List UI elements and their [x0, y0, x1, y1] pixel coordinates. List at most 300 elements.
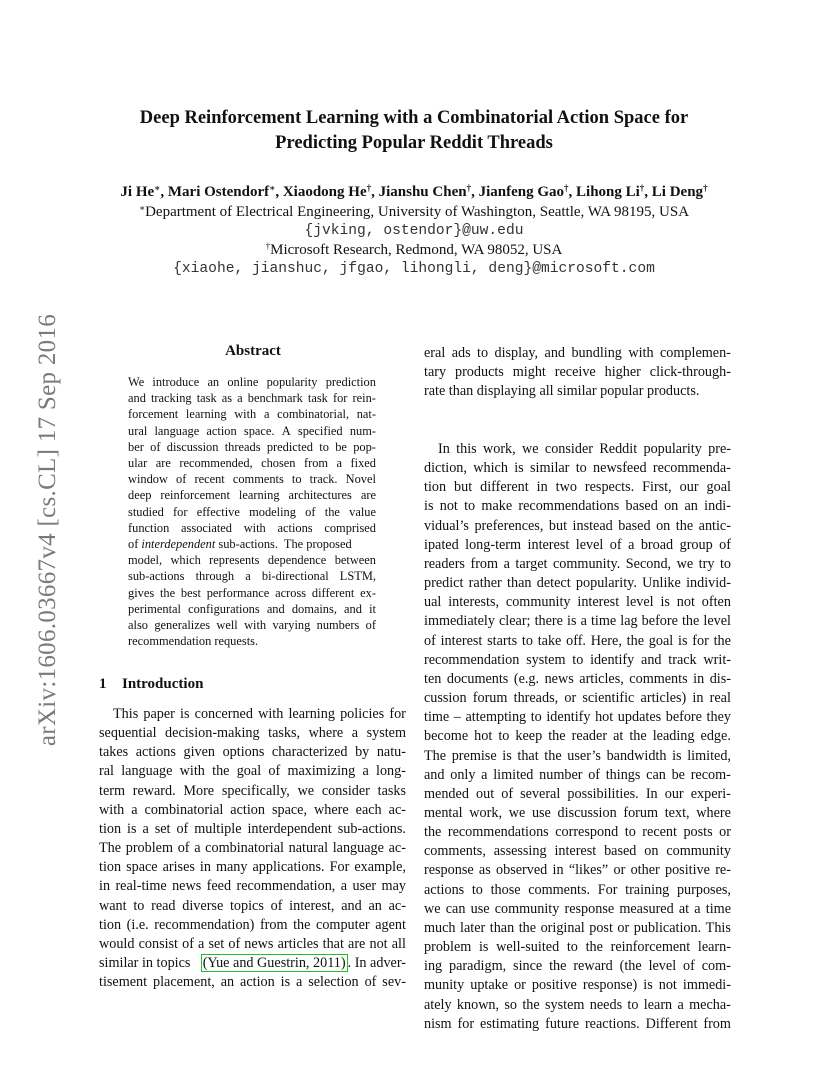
word: a	[263, 407, 270, 422]
word: later	[460, 919, 486, 936]
affiliation-2-mark: †	[265, 241, 271, 251]
author-name: Lihong Li	[576, 184, 640, 200]
word: time	[424, 709, 450, 726]
word: several	[520, 785, 561, 802]
word: or	[564, 690, 577, 707]
word: discussion	[557, 804, 617, 821]
word: that	[517, 747, 539, 764]
text-line	[99, 705, 406, 724]
word: can	[445, 900, 466, 917]
word: updates	[617, 709, 662, 726]
word: time	[705, 900, 731, 917]
word: out	[476, 785, 495, 802]
word: to	[477, 345, 489, 361]
word: group	[679, 536, 713, 553]
word: from	[470, 555, 499, 572]
word: bandwidth	[606, 747, 667, 764]
word: sequential	[99, 725, 157, 742]
word: function	[128, 520, 170, 535]
word: real	[709, 690, 731, 707]
word: are	[360, 488, 376, 503]
word: edge.	[700, 728, 731, 745]
word: interest,	[289, 897, 335, 914]
word: posts	[683, 824, 713, 841]
word: want	[99, 897, 127, 914]
word: with	[99, 801, 125, 818]
word: a	[142, 820, 149, 837]
word: is	[502, 747, 512, 764]
text-line	[128, 520, 376, 536]
author-mark: ∗	[154, 183, 161, 193]
author-name: Ji He	[120, 184, 155, 200]
word: may	[381, 878, 406, 895]
word: (the	[619, 958, 642, 975]
word: This	[705, 919, 731, 936]
word: an	[368, 897, 382, 914]
word: bi-directional	[261, 569, 329, 584]
word: long-term	[465, 536, 522, 553]
word: in	[693, 670, 705, 687]
word: text,	[664, 804, 690, 821]
word: placement,	[152, 974, 215, 991]
affiliation-1	[60, 203, 768, 222]
word: higher	[604, 364, 641, 381]
word: read	[151, 897, 176, 914]
word: often	[701, 594, 731, 611]
word: rather	[468, 575, 502, 592]
word: correspond	[555, 824, 619, 841]
word: attempting	[465, 709, 527, 726]
word: ten	[424, 670, 442, 687]
word: to	[133, 897, 145, 914]
word: or	[514, 977, 526, 994]
word: for	[173, 504, 188, 519]
text-line	[424, 478, 731, 497]
word: training	[625, 881, 670, 898]
word: LSTM,	[339, 569, 376, 584]
word: the	[585, 939, 603, 956]
word: of	[501, 785, 514, 802]
author-mark: ∗	[269, 183, 276, 193]
text-line	[128, 633, 376, 649]
text-line	[424, 536, 731, 555]
word: keep	[515, 728, 543, 745]
word: assessing	[493, 843, 547, 860]
word: indi-	[704, 498, 731, 515]
word: known,	[456, 996, 500, 1013]
word: the	[548, 728, 566, 745]
text-line	[424, 555, 731, 574]
word: observed	[496, 862, 548, 879]
word: estimating	[480, 1015, 540, 1032]
text-line	[128, 374, 376, 390]
word: multiple	[194, 820, 242, 837]
word: articles)	[640, 690, 687, 707]
text-line	[128, 568, 376, 584]
text-line	[424, 517, 731, 536]
word: there	[534, 613, 563, 630]
word: to	[471, 881, 483, 898]
word: rein-	[352, 391, 376, 406]
word: news	[172, 878, 202, 895]
word: recent	[642, 824, 677, 841]
word: that	[322, 935, 344, 952]
word: where	[696, 804, 731, 821]
word: or	[719, 824, 731, 841]
word: different	[480, 479, 529, 496]
word: since	[513, 958, 543, 975]
word: is	[424, 498, 434, 515]
word: comments.	[528, 881, 591, 898]
word: paper	[143, 706, 175, 722]
section-number: 1	[99, 676, 107, 692]
word: or	[613, 862, 626, 879]
word: by	[355, 744, 370, 761]
word: perimental	[128, 601, 181, 616]
word: from	[259, 916, 288, 933]
right-column-paragraph-1	[424, 344, 731, 401]
word: which	[473, 460, 508, 477]
word: of	[364, 974, 377, 991]
word: First,	[642, 479, 672, 496]
author-mark: †	[564, 183, 569, 193]
word: scientific	[582, 690, 635, 707]
word: readers	[424, 555, 465, 572]
word: of	[365, 618, 376, 633]
word: value	[349, 504, 376, 519]
text-line	[424, 459, 731, 478]
text-line	[99, 839, 406, 858]
word: selection	[308, 974, 359, 991]
word: The	[424, 747, 447, 764]
word: real-time	[115, 878, 167, 895]
word: Different	[645, 1015, 698, 1032]
word: track	[668, 651, 697, 668]
word: interest	[527, 536, 570, 553]
word: the	[713, 632, 731, 649]
section-1-heading	[99, 676, 203, 693]
word: a	[628, 536, 635, 553]
text-line	[424, 785, 731, 804]
word: ately	[424, 996, 452, 1013]
text-line	[128, 585, 376, 601]
word: based	[625, 498, 658, 515]
text-segment: similar in topics	[99, 955, 194, 972]
word: ural	[128, 423, 148, 438]
word: effective	[196, 504, 240, 519]
citation-link[interactable]: (Yue and Guestrin, 2011)	[202, 955, 346, 972]
author-mark: †	[703, 183, 708, 193]
word: as	[478, 862, 491, 879]
word: learning	[288, 706, 335, 722]
word: Unlike	[642, 575, 681, 592]
word: learn	[643, 996, 673, 1013]
word: sub-actions	[128, 569, 185, 584]
word: predict	[424, 575, 464, 592]
word: is	[660, 594, 670, 611]
word: ular	[128, 456, 148, 471]
word: to	[464, 498, 476, 515]
word: action	[240, 974, 275, 991]
word: goal	[648, 632, 674, 649]
word: things	[605, 766, 641, 783]
word: learn-	[697, 939, 731, 956]
word: dependence	[267, 553, 327, 568]
text-line	[99, 858, 406, 877]
word: recom-	[690, 766, 731, 783]
word: reward.	[132, 782, 176, 799]
word: mended	[424, 785, 469, 802]
word: tion	[99, 820, 122, 837]
word: gives	[128, 585, 155, 600]
word: is	[672, 747, 682, 764]
word: become	[424, 728, 469, 745]
word: recommenda-	[652, 460, 731, 477]
word: and	[341, 897, 362, 914]
word: is	[180, 706, 190, 722]
word: detect	[536, 575, 571, 592]
word: pre-	[708, 441, 731, 457]
word: term	[99, 782, 125, 799]
word: try	[698, 555, 715, 572]
word: Reddit	[599, 441, 638, 457]
word: popularity	[643, 441, 702, 457]
word: language	[154, 423, 200, 438]
word: we	[522, 441, 539, 457]
abstract-heading: Abstract	[225, 343, 281, 359]
word: hot	[474, 728, 493, 745]
word: represents	[209, 553, 260, 568]
word: chosen	[261, 456, 296, 471]
word: and	[544, 345, 566, 361]
word: munity	[424, 977, 465, 994]
word: articles,	[579, 670, 624, 687]
word: for	[457, 1015, 475, 1032]
word: language	[121, 763, 173, 780]
word: based	[618, 517, 651, 534]
word: for	[389, 706, 406, 722]
word: a	[580, 613, 587, 630]
word: feed	[206, 878, 232, 895]
word: before	[641, 613, 678, 630]
text-line	[424, 1015, 731, 1034]
word: news	[244, 935, 274, 952]
word: not	[676, 594, 695, 611]
word: tion	[99, 916, 122, 933]
author-name: Xiaodong He	[282, 184, 367, 200]
word: concerned	[194, 706, 253, 722]
word: is	[514, 460, 524, 477]
word: needs	[589, 996, 623, 1013]
word: online	[227, 375, 259, 389]
word: specifically,	[221, 782, 290, 799]
word: consist	[138, 935, 178, 952]
word: in	[99, 878, 111, 895]
word: to	[566, 939, 578, 956]
word: reward	[573, 958, 613, 975]
word: In	[645, 785, 658, 802]
word: paradigm,	[449, 958, 507, 975]
word: cussion	[424, 690, 467, 707]
word: bundling	[571, 345, 622, 361]
word: consider	[321, 782, 370, 799]
word: topics	[229, 897, 264, 914]
word: response)	[582, 977, 638, 994]
word: takes	[99, 744, 129, 761]
word: a	[194, 840, 201, 857]
word: recommendations	[447, 824, 549, 841]
word: number	[539, 766, 583, 783]
word: modeling	[249, 504, 296, 519]
word: take	[537, 632, 562, 649]
author-mark: †	[366, 183, 372, 193]
word: work,	[482, 441, 516, 457]
word: problem	[424, 939, 472, 956]
word: to	[624, 824, 636, 841]
word: Second,	[625, 555, 672, 572]
word: of	[176, 820, 189, 837]
text-segment: rate than displaying all similar popular products.	[424, 383, 700, 400]
word: A	[281, 423, 291, 438]
word: original	[540, 919, 585, 936]
text-line	[99, 724, 406, 743]
word: future	[545, 1015, 579, 1032]
word: we	[297, 782, 315, 799]
word: recommendation)	[154, 916, 255, 933]
word: to	[572, 651, 584, 668]
text-line	[128, 536, 376, 552]
word: post	[589, 919, 613, 936]
word: possibilities.	[567, 785, 639, 802]
word: products	[454, 364, 504, 381]
text-line	[424, 708, 731, 727]
word: the	[212, 763, 230, 780]
word: nat-	[356, 407, 376, 422]
arxiv-id-text: arXiv:1606.03667v4 [cs.CL] 17 Sep 2016	[34, 313, 61, 747]
word: a	[336, 456, 343, 471]
word: work,	[469, 804, 503, 821]
word: we	[508, 804, 526, 821]
word: but	[454, 479, 473, 496]
word: positive	[531, 977, 577, 994]
author-name: Mari Ostendorf	[167, 184, 270, 200]
word: of	[424, 632, 436, 649]
word: mental	[424, 804, 463, 821]
word: where	[308, 725, 344, 742]
word: a	[131, 801, 138, 818]
word: and	[266, 601, 285, 616]
word: forum	[623, 804, 659, 821]
word: a	[503, 555, 510, 572]
word: than	[507, 575, 532, 592]
word: of	[270, 897, 283, 914]
word: mecha-	[689, 996, 731, 1013]
word: in	[552, 862, 564, 879]
word: and	[641, 651, 662, 668]
word: set	[208, 935, 225, 952]
text-line	[99, 973, 406, 992]
word: interest	[440, 632, 483, 649]
word: of	[176, 472, 187, 487]
text-line	[424, 670, 731, 689]
author-name: Jianfeng Gao	[478, 184, 565, 200]
text-line	[128, 423, 376, 439]
author-name: Li Deng	[651, 184, 704, 200]
word: track.	[309, 472, 338, 487]
word: deep	[128, 488, 152, 503]
word: configurations	[188, 601, 260, 616]
word: with	[179, 763, 205, 780]
word: In	[438, 441, 450, 457]
author-names: Ji He∗, Mari Ostendorf∗, Xiaodong He†, Jianshu Chen†, Jianfeng Gao†, Lihong Li†, Li Deng†	[120, 183, 708, 200]
word: recommended,	[179, 456, 253, 471]
word: of	[182, 935, 194, 952]
text-line	[424, 804, 731, 823]
word: based	[604, 843, 637, 860]
word: through	[195, 569, 235, 584]
text-line	[424, 747, 731, 766]
word: threads	[224, 439, 261, 454]
word: uptake	[470, 977, 509, 994]
word: of	[719, 536, 731, 553]
word: associated	[181, 520, 232, 535]
text-segment: sub-actions. The proposed	[215, 537, 352, 552]
word: goal	[706, 479, 731, 496]
word: identify	[590, 651, 635, 668]
word: natural	[288, 840, 329, 857]
word: which	[170, 553, 201, 568]
word: of	[305, 504, 316, 519]
author-name: Jianshu Chen	[378, 184, 467, 200]
word: dis-	[709, 670, 731, 687]
word: tary	[424, 364, 447, 381]
word: user	[352, 878, 377, 895]
text-line	[128, 439, 376, 455]
word: space.	[243, 423, 275, 438]
word: varying	[272, 618, 311, 633]
word: studied	[128, 504, 164, 519]
word: with	[258, 706, 284, 722]
text-line	[99, 935, 406, 954]
word: might	[512, 364, 546, 381]
text-line	[424, 574, 731, 593]
word: to	[719, 555, 731, 572]
word: (e.g.	[513, 670, 540, 687]
word: long-	[376, 763, 406, 780]
word: level	[626, 594, 654, 611]
word: num-	[349, 423, 376, 438]
word: with	[244, 618, 267, 633]
word: our	[664, 785, 684, 802]
word: our	[679, 479, 699, 496]
word: target	[515, 555, 548, 572]
word: not	[369, 935, 388, 952]
word: preferences,	[474, 517, 544, 534]
word: of	[150, 439, 161, 454]
word: level	[648, 958, 677, 975]
word: much	[424, 919, 456, 936]
word: we	[676, 555, 694, 572]
word: recommendation,	[236, 878, 336, 895]
word: agent	[375, 916, 406, 933]
word: well	[216, 618, 238, 633]
text-line	[128, 504, 376, 520]
word: re-	[715, 862, 731, 879]
text-line	[424, 651, 731, 670]
text-line	[128, 617, 376, 633]
word: on	[664, 498, 679, 515]
word: leading	[652, 728, 695, 745]
